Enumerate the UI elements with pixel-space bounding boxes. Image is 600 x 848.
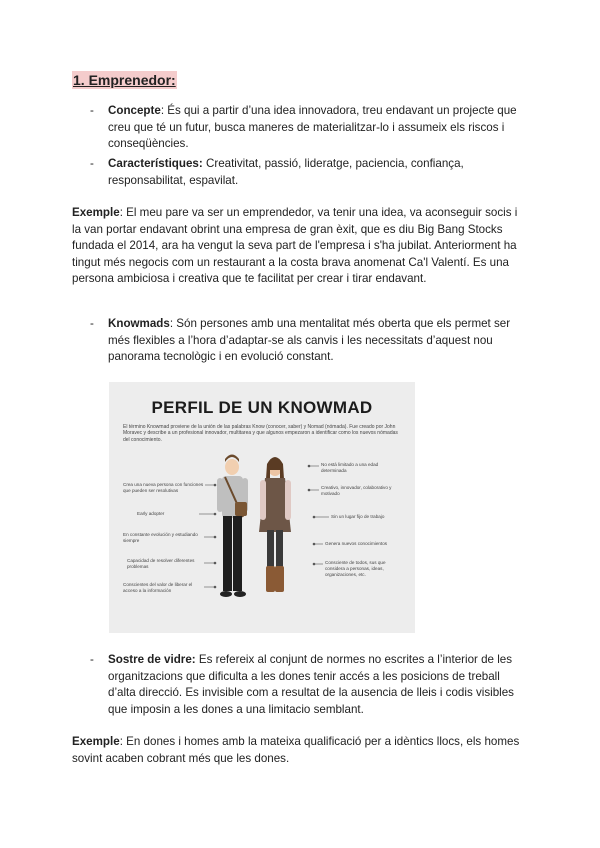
bullet-concepte <box>90 103 520 153</box>
infographic-drawing <box>109 382 415 633</box>
bullet-term: Knowmads <box>108 317 170 330</box>
bullet-term: Característiques: <box>108 157 203 170</box>
bullet-sostre-de-vidre <box>90 652 520 718</box>
left-label: En constante evolución y estudiando siempre <box>123 532 198 543</box>
example-paragraph-2 <box>72 734 522 767</box>
infographic-intro: El término Knowmad proviene de la unión de las palabras Know (conocer, saber) y Nomad (nómada). Fue creado por John Moravec y describe a un profesional innovador, multitarea y que algunos empezaron a identificar como los nuevos nómadas del conocimiento. <box>123 424 398 443</box>
right-label: Consciente de todos, sus que considera a personas, ideas, organizaciones, etc. <box>325 560 386 577</box>
bullet-text: Es refereix al conjunt de normes no escrites a l’interior de les organitzacions que dificulta a les dones tenir accés a les posicions de treball d’alta direcció. Es invisible com a resultat de la ausencia de lleis i codis visibles que imposin a les dones a una limitacio semblant. <box>108 653 514 716</box>
example-label: Exemple <box>72 735 120 748</box>
right-label: Sin un lugar fijo de trabajo <box>331 514 385 519</box>
example-paragraph-1 <box>72 205 522 288</box>
example-text: : El meu pare va ser un emprendedor, va tenir una idea, va aconseguir socis i la van portar endavant obrint una empresa de gran èxit, que es diu Big Bang Stocks fundada el 2014, ara ha vengut la seva part de l'empresa i s'ha jubilat. Anteriorment ha tingut més negocis com un restaurant a la costa brava anomenat Ca'l Valentí. Es una persona ambiciosa i creativa que te facilitat per crear i tirar endavant. <box>72 206 518 285</box>
bullet-caracteristiques <box>90 156 520 189</box>
example-label: Exemple <box>72 206 120 219</box>
bullet-dash: - <box>90 317 94 330</box>
bullet-dash: - <box>90 104 94 117</box>
woman-illustration <box>259 457 291 592</box>
knowmad-infographic <box>109 382 415 633</box>
bullet-text: : És qui a partir d’una idea innovadora, treu endavant un projecte que creu que té un futur, busca maneres de materialitzar-lo i assumeix els riscos i conseqüències. <box>108 104 517 150</box>
bullet-term: Concepte <box>108 104 161 117</box>
bullet-dash: - <box>90 157 94 170</box>
infographic-title: PERFIL DE UN KNOWMAD <box>151 398 373 417</box>
bullet-term: Sostre de vidre: <box>108 653 196 666</box>
bullet-text: Creativitat, passió, lideratge, paciencia, confiança, responsabilitat, espavilat. <box>108 157 464 187</box>
right-label: No está limitado a una edad determinada <box>321 462 379 473</box>
section-heading: 1. Emprenedor: <box>73 72 176 88</box>
left-label: Capacidad de resolver diferentes problemas <box>127 558 195 569</box>
left-label: Crea una nueva persona con funciones que pueden ser resolutivas <box>123 482 204 493</box>
bullet-text: : Són persones amb una mentalitat més oberta que els permet ser més flexibles a l’hora d’adaptar-se als canvis i les necessitats d’aquest nou panorama tecnològic i en evolució constant. <box>108 317 511 363</box>
bullet-dash: - <box>90 653 94 666</box>
bullet-knowmads <box>90 316 520 366</box>
right-label: Genera nuevos conocimientos <box>325 541 388 546</box>
man-illustration <box>217 455 248 598</box>
left-label: Early adopter <box>137 511 165 516</box>
example-text: : En dones i homes amb la mateixa qualificació per a idèntics llocs, els homes sovint acaben cobrant més que les dones. <box>72 735 520 765</box>
left-label: Conscientes del valor de liberar el acceso a la información <box>123 582 193 593</box>
right-label: Creativo, innovador, colaborativo y motivado <box>321 485 392 496</box>
